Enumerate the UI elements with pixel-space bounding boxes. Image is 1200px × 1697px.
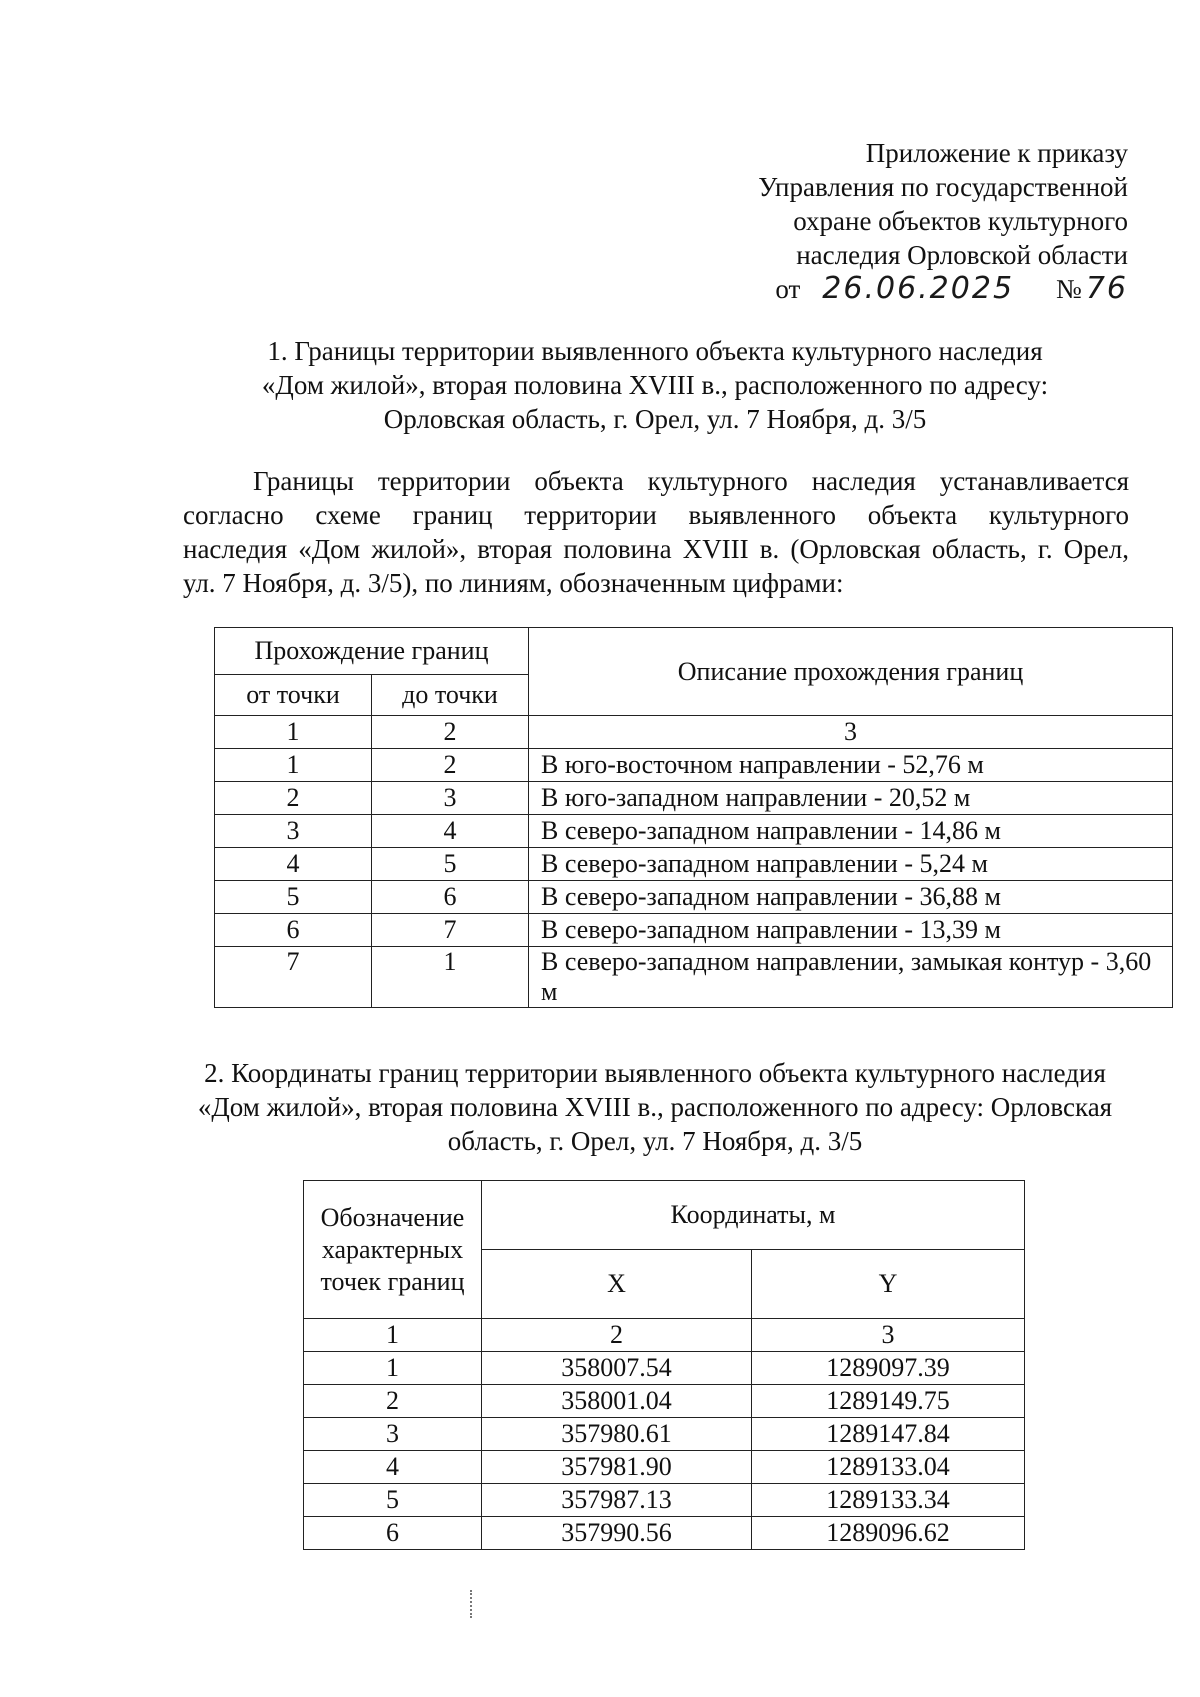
table-row	[215, 815, 1173, 848]
header-x: X	[482, 1250, 752, 1319]
x-cell: 358007.54	[482, 1352, 752, 1385]
to-point-cell: 2	[372, 749, 529, 782]
section1-title-line: 1. Границы территории выявленного объекта культурного наследия	[267, 336, 1043, 366]
column-number: 3	[752, 1319, 1025, 1352]
table-row	[304, 1484, 1025, 1517]
to-point-cell: 4	[372, 815, 529, 848]
x-cell: 357980.61	[482, 1418, 752, 1451]
description-cell: В северо-западном направлении - 13,39 м	[529, 914, 1173, 947]
point-cell: 1	[304, 1352, 482, 1385]
paragraph-line: Границы территории объекта культурного наследия устанавливается	[253, 466, 1129, 496]
section2-title-line: 2. Координаты границ территории выявленного объекта культурного наследия	[204, 1058, 1106, 1088]
section1-paragraph	[183, 464, 1129, 600]
from-point-cell: 7	[215, 947, 372, 1008]
description-cell: В юго-западном направлении - 20,52 м	[529, 782, 1173, 815]
paragraph-line: согласно схеме границ территории выявленного объекта культурного	[183, 500, 1129, 530]
column-numbering-row	[215, 716, 1173, 749]
point-cell: 2	[304, 1385, 482, 1418]
paragraph-line: ул. 7 Ноября, д. 3/5), по линиям, обозначенным цифрами:	[183, 568, 844, 598]
section1-title-line: Орловская область, г. Орел, ул. 7 Ноября, д. 3/5	[383, 404, 927, 434]
point-cell: 6	[304, 1517, 482, 1550]
column-number: 2	[372, 716, 529, 749]
table-row	[304, 1451, 1025, 1484]
scan-speck	[470, 1590, 475, 1618]
section2-title-line: «Дом жилой», вторая половина XVIII в., расположенного по адресу: Орловская	[197, 1092, 1113, 1122]
y-cell: 1289133.34	[752, 1484, 1025, 1517]
y-cell: 1289149.75	[752, 1385, 1025, 1418]
from-point-cell: 4	[215, 848, 372, 881]
from-point-cell: 1	[215, 749, 372, 782]
description-cell: В северо-западном направлении - 36,88 м	[529, 881, 1173, 914]
from-point-cell: 6	[215, 914, 372, 947]
point-cell: 5	[304, 1484, 482, 1517]
y-cell: 1289133.04	[752, 1451, 1025, 1484]
description-cell: В северо-западном направлении - 14,86 м	[529, 815, 1173, 848]
from-point-cell: 5	[215, 881, 372, 914]
coordinates-table	[303, 1180, 1025, 1550]
number-sign: №	[1056, 274, 1082, 304]
boundaries-table	[214, 627, 1173, 1008]
table-row	[304, 1517, 1025, 1550]
header-point-designation: Обозначение характерных точек границ	[304, 1181, 482, 1319]
table-row	[304, 1352, 1025, 1385]
table-row	[215, 782, 1173, 815]
x-cell: 357981.90	[482, 1451, 752, 1484]
header-line: Управления по государственной	[758, 172, 1128, 202]
description-cell: В юго-восточном направлении - 52,76 м	[529, 749, 1173, 782]
header-line: наследия Орловской области	[796, 240, 1128, 270]
from-point-cell: 3	[215, 815, 372, 848]
table-row	[215, 881, 1173, 914]
section2-title	[180, 1056, 1130, 1158]
column-number: 3	[529, 716, 1173, 749]
date-prefix: от	[775, 274, 801, 304]
point-cell: 3	[304, 1418, 482, 1451]
section1-title	[180, 334, 1130, 436]
point-cell: 4	[304, 1451, 482, 1484]
section1-title-line: «Дом жилой», вторая половина XVIII в., расположенного по адресу:	[261, 370, 1049, 400]
from-point-cell: 2	[215, 782, 372, 815]
table-row	[215, 848, 1173, 881]
appendix-header	[640, 136, 1128, 306]
table-row	[215, 914, 1173, 947]
y-cell: 1289097.39	[752, 1352, 1025, 1385]
header-boundary-description: Описание прохождения границ	[529, 628, 1173, 716]
header-line: охране объектов культурного	[793, 206, 1128, 236]
table-row	[215, 749, 1173, 782]
handwritten-order-number: 76	[1085, 271, 1128, 306]
header-line: Приложение к приказу	[865, 138, 1128, 168]
column-number: 1	[304, 1319, 482, 1352]
table-row	[215, 947, 1173, 1008]
section2-title-line: область, г. Орел, ул. 7 Ноября, д. 3/5	[447, 1126, 863, 1156]
to-point-cell: 7	[372, 914, 529, 947]
column-numbering-row	[304, 1319, 1025, 1352]
to-point-cell: 5	[372, 848, 529, 881]
to-point-cell: 3	[372, 782, 529, 815]
table-row	[304, 1385, 1025, 1418]
table-row	[304, 1418, 1025, 1451]
description-cell: В северо-западном направлении, замыкая контур - 3,60 м	[529, 947, 1173, 1008]
paragraph-line: наследия «Дом жилой», вторая половина XVIII в. (Орловская область, г. Орел,	[183, 534, 1129, 564]
x-cell: 358001.04	[482, 1385, 752, 1418]
header-coordinates: Координаты, м	[482, 1181, 1025, 1250]
header-from-point: от точки	[215, 675, 372, 716]
x-cell: 357990.56	[482, 1517, 752, 1550]
header-y: Y	[752, 1250, 1025, 1319]
order-date-line	[640, 272, 1128, 306]
x-cell: 357987.13	[482, 1484, 752, 1517]
header-boundary-passage: Прохождение границ	[215, 628, 529, 675]
header-to-point: до точки	[372, 675, 529, 716]
y-cell: 1289096.62	[752, 1517, 1025, 1550]
y-cell: 1289147.84	[752, 1418, 1025, 1451]
description-cell: В северо-западном направлении - 5,24 м	[529, 848, 1173, 881]
handwritten-date: 26.06.2025	[822, 271, 1015, 306]
to-point-cell: 6	[372, 881, 529, 914]
to-point-cell: 1	[372, 947, 529, 1008]
column-number: 1	[215, 716, 372, 749]
column-number: 2	[482, 1319, 752, 1352]
